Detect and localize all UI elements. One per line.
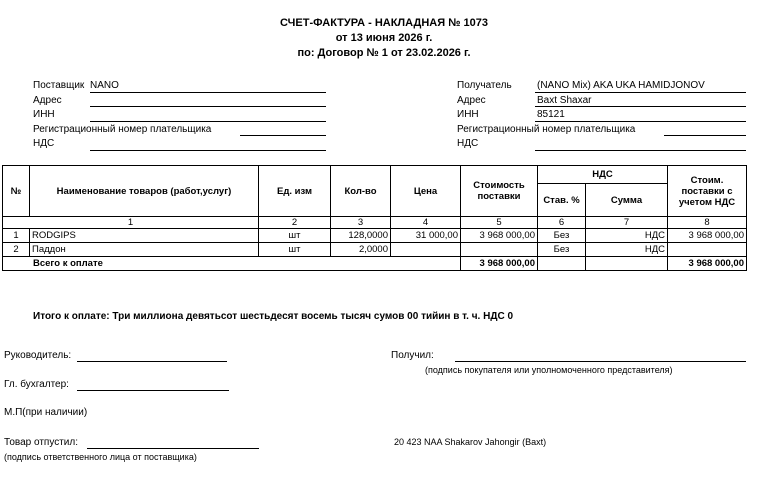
received-label: Получил: [391,350,434,361]
recipient-name-line [535,92,746,93]
recipient-address: Baxt Shaxar [537,95,592,106]
header-vat: НДС [538,166,668,184]
row-name: Паддон [30,243,259,257]
header-name: Наименование товаров (работ,услуг) [30,166,259,217]
supplier-inn-line [90,121,326,122]
header-num: № [3,166,30,217]
supplier-address-line [90,106,326,107]
row-qty: 2,0000 [331,243,391,257]
col-number: 8 [668,217,747,229]
col-number: 7 [586,217,668,229]
row-vat-rate: Без [538,243,586,257]
col-number: 2 [259,217,331,229]
released-note: (подпись ответственного лица от поставщика) [4,452,197,462]
col-number: 6 [538,217,586,229]
row-total [668,243,747,257]
row-unit: шт [259,229,331,243]
header-qty: Кол-во [331,166,391,217]
accountant-signature-label: Гл. бухгалтер: [4,379,69,390]
col-number: 4 [391,217,461,229]
col-number: 5 [461,217,538,229]
row-vat-rate: Без [538,229,586,243]
row-cost: 3 968 000,00 [461,229,538,243]
recipient-address-label: Адрес [457,95,486,106]
header-vat-sum: Сумма [586,184,668,217]
head-signature-label: Руководитель: [4,350,72,361]
total-label: Всего к оплате [3,257,461,271]
total-vat-rate-cell [538,257,586,271]
recipient-label: Получатель [457,80,512,91]
recipient-address-line [535,106,746,107]
total-sum: 3 968 000,00 [668,257,747,271]
recipient-name: (NANO Mix) AKA UKA HAMIDJONOV [537,80,705,91]
accountant-signature-line [77,390,229,391]
recipient-reg-label: Регистрационный номер плательщика [457,124,636,135]
header-total: Стоим. поставки с учетом НДС [668,166,747,217]
row-vat-sum: НДС [586,229,668,243]
header-price: Цена [391,166,461,217]
released-signature-line [87,448,259,449]
supplier-address-label: Адрес [33,95,62,106]
received-signature-line [455,361,746,362]
driver-info: 20 423 NAA Shakarov Jahongir (Baxt) [394,437,547,447]
row-total: 3 968 000,00 [668,229,747,243]
header-unit: Ед. изм [259,166,331,217]
head-signature-line [77,361,227,362]
row-num: 1 [3,229,30,243]
stamp-label: М.П(при наличии) [4,407,88,418]
total-vat-sum-cell [586,257,668,271]
supplier-reg-label: Регистрационный номер плательщика [33,124,212,135]
supplier-vat-label: НДС [33,138,55,149]
row-num: 2 [3,243,30,257]
total-cost: 3 968 000,00 [461,257,538,271]
row-qty: 128,0000 [331,229,391,243]
recipient-inn-label: ИНН [457,109,479,120]
row-unit: шт [259,243,331,257]
total-in-words: Итого к оплате: Три миллиона девятьсот шестьдесят восемь тысяч сумов 00 тийин в т. ч. НДС 0 [33,311,514,322]
col-number: 1 [3,217,259,229]
recipient-vat-label: НДС [457,138,479,149]
row-price: 31 000,00 [391,229,461,243]
recipient-reg-line [664,135,746,136]
supplier-name: NANO [90,80,119,91]
document-title: СЧЕТ-ФАКТУРА - НАКЛАДНАЯ № 1073 [280,17,488,29]
released-label: Товар отпустил: [4,437,78,448]
document-contract: по: Договор № 1 от 23.02.2026 г. [297,47,471,59]
row-vat-sum: НДС [586,243,668,257]
table-row [3,229,747,243]
supplier-inn-label: ИНН [33,109,55,120]
row-price [391,243,461,257]
document-date: от 13 июня 2026 г. [335,32,433,44]
supplier-reg-line [240,135,326,136]
header-cost: Стоимость поставки [461,166,538,217]
table-row [3,243,747,257]
col-number: 3 [331,217,391,229]
recipient-inn: 85121 [537,109,565,120]
supplier-label: Поставщик [33,80,85,91]
received-note: (подпись покупателя или уполномоченного представителя) [425,365,673,375]
total-row [3,257,747,271]
row-cost [461,243,538,257]
supplier-name-line [90,92,326,93]
column-number-row [3,217,747,229]
recipient-vat-line [535,150,746,151]
supplier-vat-line [90,150,326,151]
row-name: RODGIPS [30,229,259,243]
recipient-inn-line [535,121,746,122]
items-table [2,165,747,271]
header-vat-rate: Став. % [538,184,586,217]
